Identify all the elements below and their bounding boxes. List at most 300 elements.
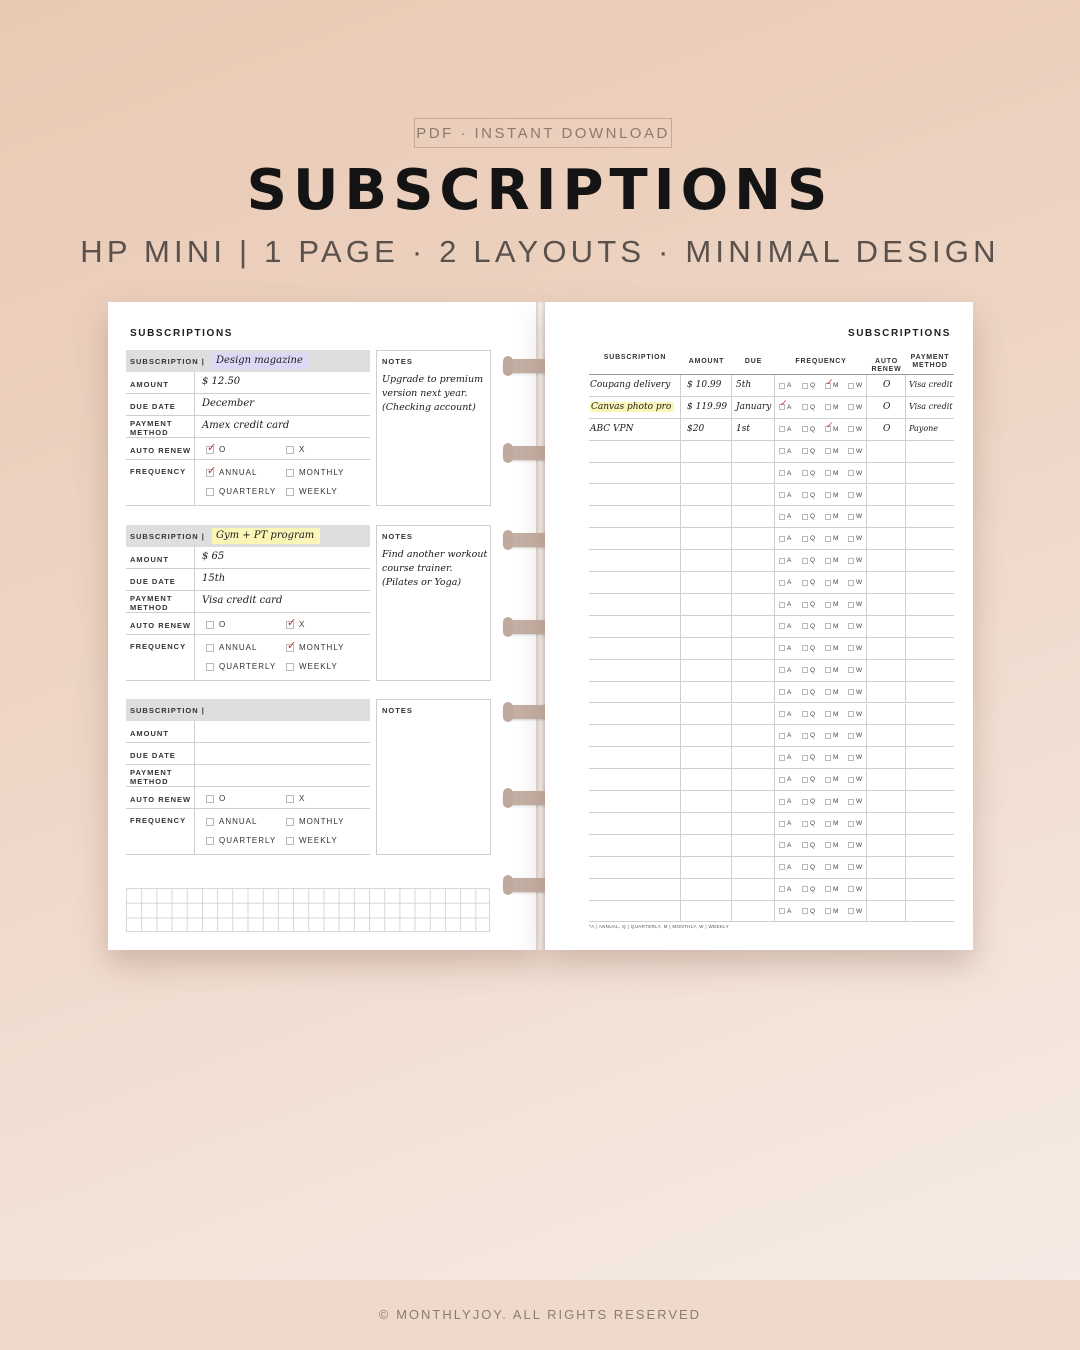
cell-divider — [681, 725, 732, 747]
checkbox[interactable] — [802, 426, 808, 432]
frequency-letter: Q — [810, 907, 816, 915]
checkbox[interactable] — [206, 837, 214, 845]
frequency-letter: W — [856, 776, 863, 784]
checkbox[interactable] — [802, 908, 808, 914]
checkbox[interactable] — [848, 711, 854, 717]
frequency-checkbox-a[interactable] — [779, 886, 791, 893]
frequency-checkbox-a[interactable] — [779, 448, 791, 455]
checkbox[interactable] — [848, 886, 854, 892]
payment-method-value: Visa credit — [909, 380, 953, 389]
frequency-checkbox-a[interactable] — [779, 513, 791, 520]
frequency-checkbox-q[interactable] — [802, 689, 815, 696]
checkbox[interactable] — [286, 818, 294, 826]
frequency-checkbox-q[interactable] — [802, 470, 815, 477]
frequency-checkbox-q[interactable] — [802, 601, 815, 608]
frequency-letter: M — [833, 557, 839, 565]
frequency-checkbox-m[interactable] — [825, 492, 838, 499]
table-row — [589, 594, 954, 616]
checkbox[interactable] — [802, 755, 808, 761]
frequency-checkbox-q[interactable] — [802, 404, 815, 411]
checkbox[interactable] — [779, 733, 785, 739]
frequency-checkbox-a[interactable] — [779, 492, 791, 499]
frequency-checkbox-a[interactable] — [779, 842, 791, 849]
frequency-checkbox-w[interactable] — [848, 601, 862, 608]
cell-divider — [681, 769, 732, 791]
checkbox[interactable] — [825, 821, 831, 827]
payment-method-row — [126, 416, 370, 438]
frequency-checkbox-a[interactable] — [779, 404, 791, 411]
checkbox[interactable] — [779, 711, 785, 717]
frequency-checkbox-m[interactable] — [825, 864, 838, 871]
checkbox[interactable] — [779, 404, 785, 410]
frequency-checkbox-q[interactable] — [802, 667, 815, 674]
checkbox[interactable] — [825, 602, 831, 608]
frequency-checkbox-q[interactable] — [802, 579, 815, 586]
frequency-option-quarterly[interactable] — [206, 487, 276, 496]
checkbox[interactable] — [825, 448, 831, 454]
cell-divider — [867, 441, 906, 463]
frequency-checkbox-a[interactable] — [779, 776, 791, 783]
frequency-letter: M — [833, 688, 839, 696]
frequency-checkbox-w[interactable] — [848, 908, 862, 915]
checkbox[interactable] — [802, 558, 808, 564]
auto-renew-option-o[interactable] — [206, 620, 226, 629]
frequency-checkbox-m[interactable] — [825, 689, 838, 696]
frequency-option-quarterly[interactable] — [206, 662, 276, 671]
frequency-checkbox-q[interactable] — [802, 908, 815, 915]
frequency-checkbox-m[interactable] — [825, 426, 838, 433]
checkbox[interactable] — [825, 383, 831, 389]
checkbox[interactable] — [206, 663, 214, 671]
checkbox[interactable] — [802, 689, 808, 695]
frequency-checkbox-m[interactable] — [825, 732, 838, 739]
checkbox[interactable] — [825, 426, 831, 432]
frequency-option-monthly[interactable] — [286, 468, 345, 477]
checkbox[interactable] — [802, 580, 808, 586]
frequency-checkbox-m[interactable] — [825, 798, 838, 805]
option-label: X — [299, 620, 306, 629]
checkbox[interactable] — [802, 842, 808, 848]
checkbox[interactable] — [848, 470, 854, 476]
checkbox[interactable] — [286, 446, 294, 454]
checkbox[interactable] — [802, 536, 808, 542]
frequency-letter: Q — [810, 798, 816, 806]
checkbox[interactable] — [825, 908, 831, 914]
frequency-letter: W — [856, 885, 863, 893]
checkbox[interactable] — [825, 842, 831, 848]
checkbox[interactable] — [802, 645, 808, 651]
frequency-checkbox-w[interactable] — [848, 492, 862, 499]
checkbox[interactable] — [779, 470, 785, 476]
checkbox[interactable] — [825, 492, 831, 498]
auto-renew-option-o[interactable] — [206, 445, 226, 454]
frequency-checkbox-w[interactable] — [848, 404, 862, 411]
frequency-checkbox-a[interactable] — [779, 601, 791, 608]
frequency-checkbox-a[interactable] — [779, 689, 791, 696]
cell-divider — [681, 660, 732, 682]
frequency-checkbox-a[interactable] — [779, 798, 791, 805]
frequency-checkbox-a[interactable] — [779, 864, 791, 871]
frequency-checkbox-a[interactable] — [779, 623, 791, 630]
checkbox[interactable] — [802, 514, 808, 520]
checkbox[interactable] — [779, 383, 785, 389]
cell-divider — [681, 857, 732, 879]
checkbox[interactable] — [779, 821, 785, 827]
frequency-checkbox-m[interactable] — [825, 886, 838, 893]
frequency-checkbox-m[interactable] — [825, 667, 838, 674]
frequency-letter: Q — [810, 863, 816, 871]
checkbox[interactable] — [848, 383, 854, 389]
checkbox[interactable] — [779, 886, 785, 892]
checkbox[interactable] — [206, 644, 214, 652]
checkbox[interactable] — [825, 514, 831, 520]
checkbox[interactable] — [779, 645, 785, 651]
frequency-checkbox-a[interactable] — [779, 557, 791, 564]
checkbox[interactable] — [286, 488, 294, 496]
frequency-letter: W — [856, 710, 863, 718]
frequency-checkbox-m[interactable] — [825, 820, 838, 827]
option-label: O — [219, 794, 227, 803]
frequency-checkbox-a[interactable] — [779, 535, 791, 542]
frequency-checkbox-w[interactable] — [848, 798, 862, 805]
frequency-letter: W — [856, 425, 863, 433]
frequency-letter: M — [833, 622, 839, 630]
frequency-letter: W — [856, 688, 863, 696]
frequency-checkbox-w[interactable] — [848, 645, 862, 652]
checkbox[interactable] — [848, 448, 854, 454]
frequency-letter: A — [787, 732, 792, 740]
checkbox[interactable] — [286, 837, 294, 845]
checkbox[interactable] — [848, 777, 854, 783]
frequency-checkbox-w[interactable] — [848, 513, 862, 520]
checkbox[interactable] — [848, 645, 854, 651]
frequency-letter: M — [833, 863, 839, 871]
frequency-option-weekly[interactable] — [286, 836, 338, 845]
frequency-checkbox-q[interactable] — [802, 513, 815, 520]
checkbox[interactable] — [779, 580, 785, 586]
checkbox[interactable] — [286, 663, 294, 671]
frequency-checkbox-q[interactable] — [802, 754, 815, 761]
notes-box[interactable] — [376, 350, 491, 506]
checkbox[interactable] — [825, 689, 831, 695]
frequency-checkbox-m[interactable] — [825, 404, 838, 411]
frequency-checkbox-q[interactable] — [802, 732, 815, 739]
frequency-checkbox-q[interactable] — [802, 645, 815, 652]
auto-renew-option-x[interactable] — [286, 620, 305, 629]
frequency-checkbox-q[interactable] — [802, 776, 815, 783]
checkbox[interactable] — [206, 446, 214, 454]
frequency-checkbox-m[interactable] — [825, 908, 838, 915]
checkbox[interactable] — [206, 795, 214, 803]
frequency-checkbox-q[interactable] — [802, 864, 815, 871]
checkbox[interactable] — [825, 404, 831, 410]
cell-divider — [589, 747, 681, 769]
frequency-checkbox-q[interactable] — [802, 886, 815, 893]
auto-renew-option-x[interactable] — [286, 794, 305, 803]
checkbox[interactable] — [848, 908, 854, 914]
frequency-checkbox-m[interactable] — [825, 579, 838, 586]
frequency-checkbox-q[interactable] — [802, 557, 815, 564]
checkbox[interactable] — [779, 514, 785, 520]
checkbox[interactable] — [286, 469, 294, 477]
due-date-label: DUE DATE — [130, 577, 176, 586]
frequency-checkbox-q[interactable] — [802, 535, 815, 542]
amount-value: $ 12.50 — [202, 376, 241, 387]
checkbox[interactable] — [802, 667, 808, 673]
checkbox[interactable] — [802, 711, 808, 717]
cell-divider — [589, 572, 681, 594]
cell-divider — [867, 463, 906, 485]
frequency-checkbox-w[interactable] — [848, 426, 862, 433]
frequency-letter: Q — [810, 469, 816, 477]
frequency-option-annual[interactable] — [206, 643, 257, 652]
checkbox[interactable] — [802, 864, 808, 870]
frequency-checkbox-a[interactable] — [779, 667, 791, 674]
frequency-letter: A — [787, 798, 792, 806]
checkbox[interactable] — [848, 558, 854, 564]
frequency-checkbox-q[interactable] — [802, 842, 815, 849]
checkbox[interactable] — [802, 821, 808, 827]
checkbox[interactable] — [848, 864, 854, 870]
frequency-checkbox-q[interactable] — [802, 382, 815, 389]
frequency-letter: M — [833, 885, 839, 893]
checkbox[interactable] — [848, 799, 854, 805]
checkbox[interactable] — [848, 755, 854, 761]
checkbox[interactable] — [206, 488, 214, 496]
cell-divider — [732, 616, 775, 638]
frequency-legend: *A | ANNUAL, Q | QUARTERLY, M | MONTHLY, W | WEEKLY — [589, 924, 730, 929]
checkbox[interactable] — [206, 469, 214, 477]
checkbox[interactable] — [825, 645, 831, 651]
checkbox[interactable] — [825, 623, 831, 629]
frequency-checkbox-m[interactable] — [825, 754, 838, 761]
checkbox[interactable] — [779, 908, 785, 914]
checkbox[interactable] — [206, 621, 214, 629]
frequency-checkbox-a[interactable] — [779, 426, 791, 433]
checkbox[interactable] — [825, 886, 831, 892]
checkbox[interactable] — [802, 383, 808, 389]
option-label: QUARTERLY — [219, 662, 277, 671]
frequency-letter: W — [856, 732, 863, 740]
table-row — [589, 682, 954, 704]
frequency-checkbox-q[interactable] — [802, 820, 815, 827]
frequency-checkbox-m[interactable] — [825, 842, 838, 849]
frequency-option-annual[interactable] — [206, 817, 257, 826]
frequency-option-monthly[interactable] — [286, 817, 345, 826]
frequency-option-quarterly[interactable] — [206, 836, 276, 845]
frequency-checkbox-w[interactable] — [848, 820, 862, 827]
checkbox[interactable] — [779, 755, 785, 761]
frequency-checkbox-w[interactable] — [848, 864, 862, 871]
frequency-checkbox-w[interactable] — [848, 711, 862, 718]
checkbox[interactable] — [779, 799, 785, 805]
checkbox[interactable] — [848, 536, 854, 542]
checkbox[interactable] — [848, 623, 854, 629]
checkbox[interactable] — [779, 842, 785, 848]
frequency-letter: A — [787, 907, 792, 915]
frequency-option-monthly[interactable] — [286, 643, 345, 652]
frequency-checkbox-w[interactable] — [848, 448, 862, 455]
checkbox[interactable] — [825, 470, 831, 476]
checkbox[interactable] — [848, 821, 854, 827]
checkbox[interactable] — [802, 623, 808, 629]
frequency-letter: Q — [810, 688, 816, 696]
checkbox[interactable] — [825, 667, 831, 673]
frequency-checkbox-q[interactable] — [802, 711, 815, 718]
auto-renew-option-x[interactable] — [286, 445, 305, 454]
frequency-checkbox-w[interactable] — [848, 535, 862, 542]
checkbox[interactable] — [825, 799, 831, 805]
checkbox[interactable] — [848, 667, 854, 673]
cell-divider — [681, 616, 732, 638]
payment-method-value: Payone — [909, 423, 939, 433]
checkbox[interactable] — [825, 777, 831, 783]
cell-divider — [589, 901, 681, 923]
checkbox[interactable] — [848, 689, 854, 695]
frequency-checkbox-q[interactable] — [802, 798, 815, 805]
frequency-checkbox-q[interactable] — [802, 492, 815, 499]
table-row — [589, 660, 954, 682]
frequency-checkbox-w[interactable] — [848, 842, 862, 849]
frequency-checkbox-m[interactable] — [825, 513, 838, 520]
checkbox[interactable] — [286, 644, 294, 652]
checkbox[interactable] — [779, 426, 785, 432]
checkbox[interactable] — [825, 558, 831, 564]
notes-box[interactable] — [376, 525, 491, 681]
checkbox[interactable] — [286, 621, 294, 629]
frequency-checkbox-m[interactable] — [825, 382, 838, 389]
subscription-card — [126, 699, 370, 855]
cell-divider — [732, 528, 775, 550]
checkbox[interactable] — [286, 795, 294, 803]
frequency-checkbox-m[interactable] — [825, 601, 838, 608]
frequency-letter: Q — [810, 447, 816, 455]
frequency-checkbox-a[interactable] — [779, 711, 791, 718]
checkbox[interactable] — [802, 404, 808, 410]
frequency-checkbox-w[interactable] — [848, 382, 862, 389]
frequency-option-weekly[interactable] — [286, 662, 338, 671]
frequency-checkbox-a[interactable] — [779, 470, 791, 477]
frequency-checkbox-a[interactable] — [779, 645, 791, 652]
auto-renew-row — [126, 438, 370, 460]
notes-box[interactable] — [376, 699, 491, 855]
subscription-name: Canvas photo pro — [590, 402, 674, 412]
checkbox[interactable] — [825, 733, 831, 739]
frequency-checkbox-q[interactable] — [802, 623, 815, 630]
frequency-letter: A — [787, 666, 792, 674]
frequency-checkbox-w[interactable] — [848, 557, 862, 564]
cell-divider — [867, 550, 906, 572]
checkbox[interactable] — [802, 492, 808, 498]
frequency-letter: A — [787, 491, 792, 499]
frequency-checkbox-a[interactable] — [779, 382, 791, 389]
checkbox[interactable] — [802, 602, 808, 608]
cell-divider — [732, 682, 775, 704]
auto-renew-option-o[interactable] — [206, 794, 226, 803]
checkbox[interactable] — [848, 492, 854, 498]
checkbox[interactable] — [825, 580, 831, 586]
checkbox[interactable] — [802, 733, 808, 739]
frequency-checkbox-a[interactable] — [779, 732, 791, 739]
frequency-checkbox-m[interactable] — [825, 645, 838, 652]
checkbox[interactable] — [779, 558, 785, 564]
frequency-checkbox-w[interactable] — [848, 689, 862, 696]
table-row — [589, 506, 954, 528]
amount-value: $ 65 — [202, 551, 225, 562]
checkbox[interactable] — [848, 733, 854, 739]
frequency-checkbox-m[interactable] — [825, 535, 838, 542]
frequency-checkbox-a[interactable] — [779, 579, 791, 586]
checkbox[interactable] — [848, 514, 854, 520]
frequency-checkbox-q[interactable] — [802, 448, 815, 455]
checkbox[interactable] — [779, 623, 785, 629]
subscription-label: SUBSCRIPTION | — [130, 706, 205, 715]
checkbox[interactable] — [848, 426, 854, 432]
checkbox[interactable] — [779, 667, 785, 673]
frequency-checkbox-w[interactable] — [848, 776, 862, 783]
frequency-checkbox-w[interactable] — [848, 579, 862, 586]
frequency-checkbox-q[interactable] — [802, 426, 815, 433]
checkbox[interactable] — [779, 864, 785, 870]
checkbox[interactable] — [802, 470, 808, 476]
checkbox[interactable] — [848, 842, 854, 848]
due-date-row — [126, 569, 370, 591]
checkbox[interactable] — [779, 689, 785, 695]
cell-divider — [867, 616, 906, 638]
frequency-checkbox-w[interactable] — [848, 732, 862, 739]
frequency-option-annual[interactable] — [206, 468, 257, 477]
frequency-checkbox-w[interactable] — [848, 470, 862, 477]
frequency-checkbox-m[interactable] — [825, 623, 838, 630]
checkbox[interactable] — [825, 755, 831, 761]
frequency-checkbox-w[interactable] — [848, 754, 862, 761]
checkbox[interactable] — [825, 864, 831, 870]
checkbox[interactable] — [802, 777, 808, 783]
table-row — [589, 791, 954, 813]
frequency-checkbox-w[interactable] — [848, 667, 862, 674]
frequency-checkbox-a[interactable] — [779, 820, 791, 827]
checkbox[interactable] — [825, 536, 831, 542]
checkbox[interactable] — [848, 404, 854, 410]
checkbox[interactable] — [802, 886, 808, 892]
frequency-option-weekly[interactable] — [286, 487, 338, 496]
checkbox[interactable] — [848, 602, 854, 608]
frequency-checkbox-a[interactable] — [779, 908, 791, 915]
checkbox[interactable] — [848, 580, 854, 586]
frequency-letter: M — [833, 513, 839, 521]
frequency-checkbox-a[interactable] — [779, 754, 791, 761]
checkbox[interactable] — [779, 448, 785, 454]
frequency-checkbox-m[interactable] — [825, 557, 838, 564]
checkbox[interactable] — [802, 799, 808, 805]
frequency-checkbox-m[interactable] — [825, 776, 838, 783]
frequency-checkbox-m[interactable] — [825, 470, 838, 477]
checkbox[interactable] — [779, 536, 785, 542]
checkbox[interactable] — [206, 818, 214, 826]
cell-divider — [589, 594, 681, 616]
frequency-checkbox-w[interactable] — [848, 623, 862, 630]
checkbox[interactable] — [779, 492, 785, 498]
frequency-checkbox-w[interactable] — [848, 886, 862, 893]
checkbox[interactable] — [779, 602, 785, 608]
table-row — [589, 857, 954, 879]
frequency-letter: M — [833, 907, 839, 915]
checkbox[interactable] — [825, 711, 831, 717]
frequency-checkbox-m[interactable] — [825, 711, 838, 718]
checkbox[interactable] — [802, 448, 808, 454]
checkbox[interactable] — [779, 777, 785, 783]
frequency-checkbox-m[interactable] — [825, 448, 838, 455]
